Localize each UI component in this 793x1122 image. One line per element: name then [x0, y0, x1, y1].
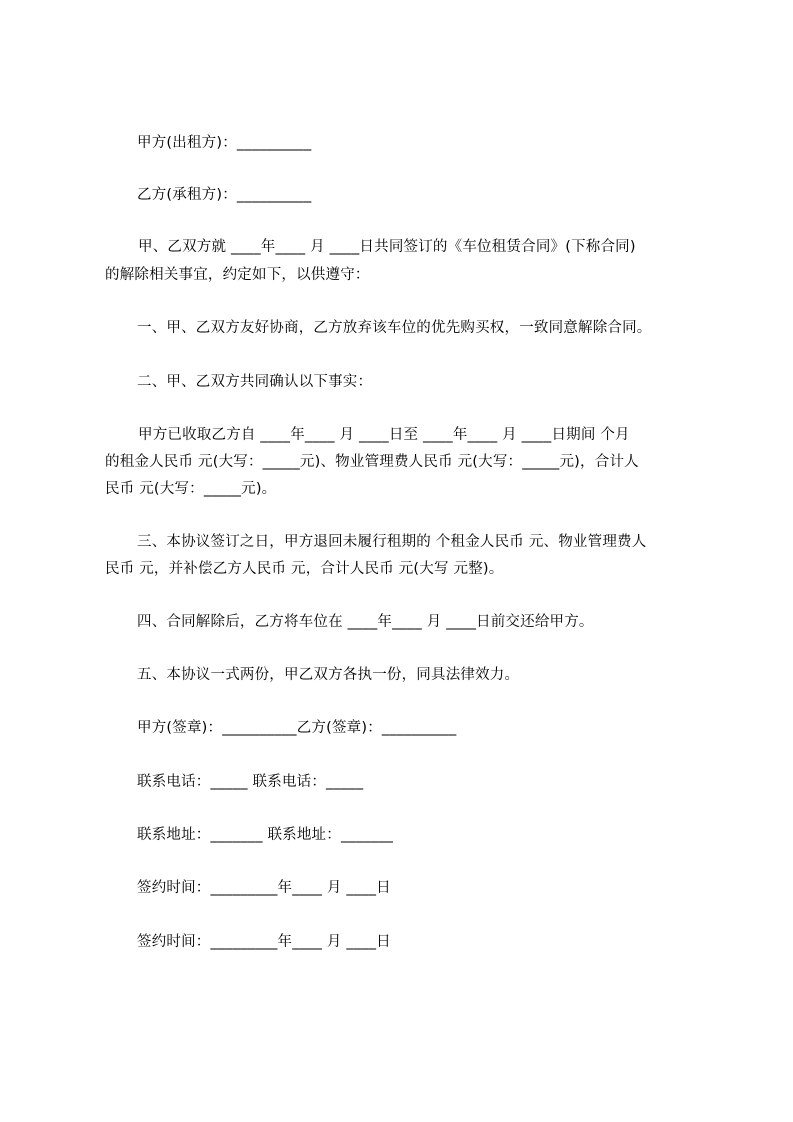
clause-2-line-2: 的租金人民币 元(大写：_____元)、物业管理费人民币 元(大写：_____元)，合计人 [105, 454, 639, 470]
intro-paragraph-line-1: 甲、乙双方就 ____年____ 月 ____日共同签订的《车位租赁合同》(下称合同) [138, 239, 636, 255]
sign-date-line-1: 签约时间：_________年____ 月 ____日 [137, 880, 391, 896]
party-a-line: 甲方(出租方)：__________ [137, 135, 312, 151]
signature-line: 甲方(签章)：__________乙方(签章)：__________ [137, 720, 457, 736]
clause-3-line-1: 三、本协议签订之日，甲方退回未履行租期的 个租金人民币 元、物业管理费人 [137, 534, 647, 550]
clause-3-line-2: 民币 元，并补偿乙方人民币 元，合计人民币 元(大写 元整)。 [105, 561, 504, 577]
clause-4: 四、合同解除后，乙方将车位在 ____年____ 月 ____日前交还给甲方。 [137, 614, 594, 630]
clause-1: 一、甲、乙双方友好协商，乙方放弃该车位的优先购买权，一致同意解除合同。 [137, 320, 652, 336]
clause-2-line-1: 甲方已收取乙方自 ____年____ 月 ____日至 ____年____ 月 ____日期间 个月 [138, 427, 630, 443]
phone-line: 联系电话：_____ 联系电话：_____ [137, 774, 364, 790]
clause-2-title: 二、甲、乙双方共同确认以下事实： [137, 374, 373, 390]
clause-2-line-3: 民币 元(大写：_____元)。 [105, 481, 277, 497]
sign-date-line-2: 签约时间：_________年____ 月 ____日 [137, 934, 391, 950]
intro-paragraph-line-2: 的解除相关事宜，约定如下，以供遵守： [105, 267, 370, 283]
clause-5: 五、本协议一式两份，甲乙双方各执一份，同具法律效力。 [137, 667, 520, 683]
address-line: 联系地址：_______ 联系地址：_______ [137, 827, 394, 843]
party-b-line: 乙方(承租方)：__________ [137, 187, 312, 203]
